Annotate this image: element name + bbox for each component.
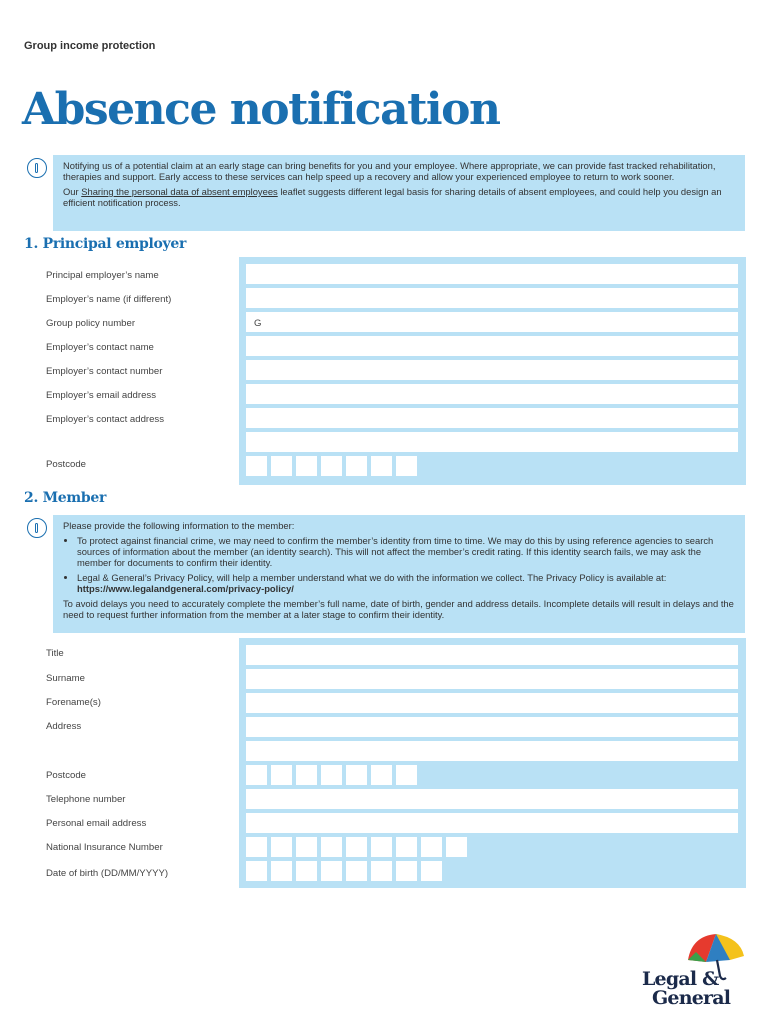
field-label: Group policy number: [46, 318, 136, 329]
postcode-cell[interactable]: [346, 765, 367, 785]
privacy-policy-text: Legal & General’s Privacy Policy, will help a member understand what we do with the information we collect. The Privacy Policy is available at:: [77, 572, 667, 583]
intro-text: leaflet suggests different legal basis for sharing details of absent employees, and could help you design an efficient notification process.: [63, 186, 722, 208]
postcode-cell[interactable]: [396, 456, 417, 476]
ni-cell[interactable]: [371, 837, 392, 857]
field-label: Employer’s name (if different): [46, 294, 172, 305]
member-forenames-field[interactable]: [246, 693, 738, 713]
member-info-box: [53, 515, 745, 633]
employer-address-line1-field[interactable]: [246, 408, 738, 428]
privacy-policy-link[interactable]: https://www.legalandgeneral.com/privacy-policy/: [77, 583, 294, 594]
member-title-field[interactable]: [246, 645, 738, 665]
logo-line-2: General: [652, 987, 731, 1009]
ni-cell[interactable]: [346, 837, 367, 857]
info-icon: [27, 518, 47, 538]
ni-cell[interactable]: [396, 837, 417, 857]
field-label: Employer’s contact address: [46, 414, 165, 425]
ni-cell[interactable]: [321, 837, 342, 857]
section-heading-principal-employer: 1. Principal employer: [24, 236, 187, 252]
postcode-cell[interactable]: [296, 765, 317, 785]
principal-employer-name-field[interactable]: [246, 264, 738, 284]
field-label: Surname: [46, 673, 85, 684]
postcode-cell[interactable]: [396, 765, 417, 785]
postcode-cell[interactable]: [271, 765, 292, 785]
field-label: Date of birth (DD/MM/YYYY): [46, 868, 169, 879]
info-icon: [27, 158, 47, 178]
legal-and-general-logo: [640, 930, 750, 1010]
field-label: Postcode: [46, 770, 87, 781]
field-label: Employer’s contact name: [46, 342, 154, 353]
field-label: Personal email address: [46, 818, 147, 829]
intro-paragraph: Notifying us of a potential claim at an early stage can bring benefits for you and your employee. Where appropriate, we can provide fast tracked rehabilitation, therapies and support. Early access to these services can help speed up a recovery and allow your experienced employee to return to work sooner.: [63, 160, 716, 182]
postcode-cell[interactable]: [321, 456, 342, 476]
ni-cell[interactable]: [421, 837, 442, 857]
field-label: Principal employer’s name: [46, 270, 159, 281]
member-info-closing: To avoid delays you need to accurately complete the member’s full name, date of birth, gender and address details. Incomplete details will result in delays and the need to request further information from the member at a later stage to confirm their identity.: [63, 598, 734, 620]
dob-cell[interactable]: [296, 861, 317, 881]
field-label: Postcode: [46, 459, 87, 470]
member-email-field[interactable]: [246, 813, 738, 833]
ni-cell[interactable]: [446, 837, 467, 857]
field-label: Employer’s email address: [46, 390, 157, 401]
document-kicker: Group income protection: [24, 40, 156, 52]
postcode-cell[interactable]: [271, 456, 292, 476]
page-title: Absence notification: [22, 84, 500, 135]
intro-paragraph-leaflet: [63, 186, 735, 208]
policy-number-prefix: G: [254, 318, 262, 329]
field-label: Telephone number: [46, 794, 126, 805]
national-insurance-field: [246, 837, 467, 857]
field-label: Employer’s contact number: [46, 366, 163, 377]
intro-info-box: [53, 155, 745, 231]
dob-cell[interactable]: [396, 861, 417, 881]
ni-cell[interactable]: [246, 837, 267, 857]
postcode-cell[interactable]: [246, 456, 267, 476]
intro-text: Our: [63, 186, 82, 197]
member-address-line1-field[interactable]: [246, 717, 738, 737]
postcode-cell[interactable]: [371, 456, 392, 476]
employer-address-line2-field[interactable]: [246, 432, 738, 452]
member-info-intro: Please provide the following information to the member:: [63, 520, 295, 531]
postcode-cell[interactable]: [246, 765, 267, 785]
group-policy-number-field[interactable]: [246, 312, 738, 332]
field-label: National Insurance Number: [46, 842, 163, 853]
employer-name-field[interactable]: [246, 288, 738, 308]
date-of-birth-field: [246, 861, 442, 881]
dob-cell[interactable]: [271, 861, 292, 881]
postcode-cell[interactable]: [296, 456, 317, 476]
section-heading-member: 2. Member: [24, 490, 107, 506]
employer-contact-number-field[interactable]: [246, 360, 738, 380]
postcode-cell[interactable]: [346, 456, 367, 476]
logo-line-1: Legal &: [642, 968, 719, 990]
field-label: Forename(s): [46, 697, 101, 708]
employer-email-field[interactable]: [246, 384, 738, 404]
member-telephone-field[interactable]: [246, 789, 738, 809]
employer-contact-name-field[interactable]: [246, 336, 738, 356]
member-info-bullet: [77, 572, 735, 594]
sharing-data-leaflet-link[interactable]: Sharing the personal data of absent employees: [81, 186, 278, 197]
dob-cell[interactable]: [246, 861, 267, 881]
member-address-line2-field[interactable]: [246, 741, 738, 761]
dob-cell[interactable]: [346, 861, 367, 881]
member-info-bullet: • To protect against financial crime, we may need to confirm the member’s identity from time to time. We may do this by using reference agencies to search sources of information about the member (an identity search). This will not affect the member’s credit rating. If this identity search fails, we may ask the member for documents to confirm their identity.: [77, 535, 735, 568]
member-surname-field[interactable]: [246, 669, 738, 689]
dob-cell[interactable]: [371, 861, 392, 881]
ni-cell[interactable]: [296, 837, 317, 857]
field-label: Title: [46, 648, 64, 659]
dob-cell[interactable]: [421, 861, 442, 881]
postcode-cell[interactable]: [371, 765, 392, 785]
member-postcode-field: [246, 765, 417, 785]
employer-postcode-field: [246, 456, 417, 476]
ni-cell[interactable]: [271, 837, 292, 857]
member-info-list: [63, 535, 735, 594]
dob-cell[interactable]: [321, 861, 342, 881]
postcode-cell[interactable]: [321, 765, 342, 785]
field-label: Address: [46, 721, 82, 732]
